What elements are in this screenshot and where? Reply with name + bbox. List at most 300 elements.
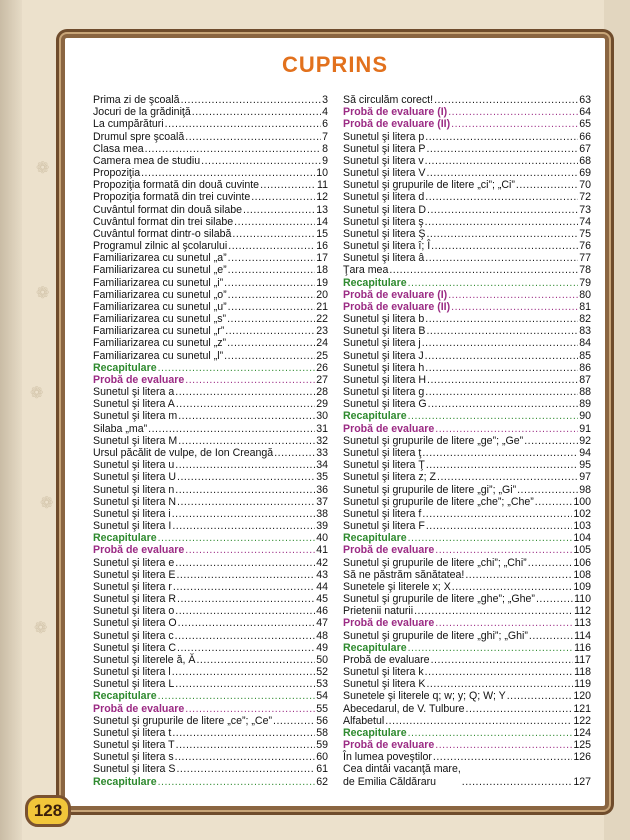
toc-entry-title: Sunetul şi litera S	[93, 763, 176, 776]
toc-entry-page: 104	[573, 532, 591, 545]
toc-entry	[93, 471, 328, 483]
toc-entry-title: Probă de evaluare	[343, 544, 435, 557]
toc-entry-title: Familiarizarea cu sunetul „e”	[93, 264, 227, 277]
toc-entry-page: 84	[579, 337, 591, 350]
toc-entry-title: Sunetul şi litera î; Î	[343, 240, 431, 253]
toc-entry	[93, 642, 328, 654]
toc-entry	[343, 386, 591, 398]
dot-leader	[175, 678, 315, 690]
toc-entry	[93, 739, 328, 751]
toc-entry-page: 117	[574, 653, 591, 666]
toc-entry-page: 76	[579, 240, 591, 253]
dot-leader	[422, 337, 578, 349]
toc-entry-page: 119	[574, 678, 591, 691]
toc-entry-title: Sunetul şi litera H	[343, 373, 427, 386]
toc-entry-title: Sunetul şi litera E	[93, 568, 176, 581]
toc-entry-page: 46	[316, 605, 328, 618]
toc-entry	[343, 690, 591, 702]
dot-leader	[428, 398, 579, 410]
dot-leader	[172, 520, 315, 532]
dot-leader	[196, 654, 315, 666]
toc-entry	[93, 167, 328, 179]
dot-leader	[462, 776, 573, 788]
toc-entry	[343, 374, 591, 386]
toc-entry	[93, 532, 328, 544]
toc-entry-title: Sunetul şi litera V	[343, 167, 426, 180]
toc-entry-title: Probă de evaluare	[343, 739, 435, 752]
toc-entry	[343, 751, 591, 763]
dot-leader	[425, 362, 578, 374]
toc-entry	[343, 484, 591, 496]
toc-entry	[93, 678, 328, 690]
toc-entry	[93, 496, 328, 508]
toc-entry-page: 23	[316, 325, 328, 338]
toc-entry	[343, 167, 591, 179]
dot-leader	[507, 690, 573, 702]
toc-entry-page: 41	[316, 544, 328, 557]
toc-entry	[93, 277, 328, 289]
dot-leader	[177, 496, 315, 508]
toc-entry	[343, 228, 591, 240]
toc-entry-page: 127	[573, 775, 591, 788]
toc-entry-page: 47	[316, 617, 328, 630]
toc-entry-page: 52	[316, 666, 328, 679]
toc-entry-title: Probă de evaluare	[343, 617, 435, 630]
dot-leader	[227, 337, 315, 349]
toc-entry-page: 91	[579, 422, 591, 435]
toc-right-column	[343, 94, 591, 788]
dot-leader	[185, 544, 315, 556]
toc-entry-title: Cuvântul format din două silabe	[93, 203, 242, 216]
toc-entry-title: Sunetul şi litera M	[93, 434, 178, 447]
dot-leader	[251, 191, 315, 203]
toc-entry-page: 92	[579, 434, 591, 447]
dot-leader	[425, 155, 579, 167]
dot-leader	[435, 423, 578, 435]
toc-entry-title: Sunetul şi litera D	[343, 203, 427, 216]
toc-entry-page: 79	[579, 276, 591, 289]
dot-leader	[175, 386, 315, 398]
toc-entry	[93, 508, 328, 520]
dot-leader	[427, 374, 578, 386]
dot-leader	[448, 106, 578, 118]
toc-entry	[343, 325, 591, 337]
toc-entry-page: 3	[322, 94, 328, 106]
dot-leader	[433, 751, 572, 763]
dot-leader	[158, 690, 316, 702]
toc-entry-page: 70	[579, 179, 591, 192]
dot-leader	[175, 605, 315, 617]
toc-entry	[93, 727, 328, 739]
toc-entry	[343, 508, 591, 520]
toc-entry-page: 108	[573, 568, 591, 581]
dot-leader	[227, 313, 315, 325]
toc-entry-title: Sunetul şi litera v	[343, 154, 424, 167]
dot-leader	[243, 204, 315, 216]
toc-entry-page: 102	[573, 507, 591, 520]
toc-entry-title: Familiarizarea cu sunetul „o”	[93, 288, 227, 301]
toc-entry-title: Sunetul şi litera u	[93, 459, 175, 472]
dot-leader	[228, 264, 316, 276]
toc-entry	[343, 204, 591, 216]
toc-entry-page: 120	[573, 690, 591, 703]
toc-entry-title: Sunetul şi litera p	[343, 130, 425, 143]
toc-entry-page: 85	[579, 349, 591, 362]
toc-entry-page: 29	[316, 398, 328, 411]
toc-entry	[343, 398, 591, 410]
toc-entry	[93, 435, 328, 447]
dot-leader	[192, 106, 321, 118]
dot-leader	[448, 289, 578, 301]
toc-entry	[93, 350, 328, 362]
toc-entry	[343, 350, 591, 362]
toc-entry-page: 78	[579, 264, 591, 277]
toc-entry-title: Sunetul şi litera c	[93, 629, 174, 642]
toc-entry-title: Sunetul şi litera r	[93, 580, 172, 593]
dot-leader	[517, 484, 578, 496]
dot-leader	[451, 301, 578, 313]
toc-entry-page: 73	[579, 203, 591, 216]
toc-entry-page: 42	[316, 556, 328, 569]
toc-entry	[93, 216, 328, 228]
toc-entry	[93, 179, 328, 191]
toc-entry	[343, 666, 591, 678]
toc-entry	[343, 471, 591, 483]
toc-entry-page: 11	[317, 179, 328, 192]
toc-entry-page: 89	[579, 398, 591, 411]
toc-entry	[343, 459, 591, 471]
toc-entry-page: 40	[316, 532, 328, 545]
paw-print-icon: ❁	[40, 493, 54, 512]
toc-entry-page: 58	[316, 726, 328, 739]
dot-leader	[528, 557, 573, 569]
toc-entry-page: 86	[579, 361, 591, 374]
toc-entry	[343, 678, 591, 690]
toc-entry-title: Sunetele şi literele x; X	[343, 580, 451, 593]
toc-entry-title: Sunetul şi litera ţ	[343, 446, 422, 459]
toc-entry	[93, 325, 328, 337]
toc-entry	[343, 313, 591, 325]
toc-entry-title: Sunetul şi litera F	[343, 520, 425, 533]
toc-entry	[93, 240, 328, 252]
toc-entry-title: Sunetul şi litera ş	[343, 215, 424, 228]
toc-entry	[343, 155, 591, 167]
toc-entry-title: Probă de evaluare (II)	[343, 300, 451, 313]
toc-entry	[343, 277, 591, 289]
toc-entry	[93, 191, 328, 203]
toc-entry-title: Camera mea de studiu	[93, 154, 201, 167]
toc-entry-title: Sunetul şi litera o	[93, 605, 175, 618]
toc-entry	[343, 301, 591, 313]
toc-entry-page: 22	[316, 313, 328, 326]
toc-entry	[343, 727, 591, 739]
toc-entry-page: 69	[579, 167, 591, 180]
page-number-badge: 128	[25, 795, 71, 827]
toc-entry-page: 43	[316, 568, 328, 581]
dot-leader	[451, 118, 578, 130]
toc-entry	[343, 240, 591, 252]
toc-entry	[343, 423, 591, 435]
toc-entry	[93, 131, 328, 143]
toc-entry	[93, 581, 328, 593]
toc-entry	[343, 617, 591, 629]
dot-leader	[425, 386, 578, 398]
toc-entry-page: 34	[316, 459, 328, 472]
toc-entry-title: Sunetul şi litera j	[343, 337, 421, 350]
toc-entry	[93, 410, 328, 422]
toc-entry-title: Familiarizarea cu sunetul „l”	[93, 349, 224, 362]
toc-entry-title: Sunetele şi literele q; w; y; Q; W; Y	[343, 690, 506, 703]
toc-entry-title: Recapitulare	[343, 276, 407, 289]
toc-entry-page: 114	[574, 629, 591, 642]
dot-leader	[175, 751, 316, 763]
toc-entry-title: Recapitulare	[93, 775, 157, 788]
toc-entry	[93, 106, 328, 118]
dot-leader	[176, 763, 315, 775]
toc-entry-title: Sunetul şi litera K	[343, 678, 426, 691]
dot-leader	[431, 654, 574, 666]
toc-entry	[93, 313, 328, 325]
toc-entry-title: Probă de evaluare	[93, 373, 185, 386]
dot-leader	[176, 398, 315, 410]
dot-leader	[178, 410, 315, 422]
toc-entry	[93, 118, 328, 130]
toc-entry-page: 65	[579, 118, 591, 131]
toc-entry-page: 31	[316, 422, 328, 435]
toc-entry-page: 87	[579, 373, 591, 386]
table-of-contents-frame	[61, 34, 609, 810]
dot-leader	[175, 557, 315, 569]
toc-entry-title: Propoziţia formată din trei cuvinte	[93, 191, 251, 204]
dot-leader	[172, 666, 315, 678]
toc-entry	[343, 581, 591, 593]
toc-entry-page: 36	[316, 483, 328, 496]
toc-entry-title: Sunetul şi litera d	[343, 191, 425, 204]
toc-entry-title: Sunetul şi litera G	[343, 398, 427, 411]
toc-entry	[343, 520, 591, 532]
dot-leader	[422, 508, 572, 520]
toc-entry-page: 32	[316, 434, 328, 447]
toc-entry-page: 25	[316, 349, 328, 362]
toc-entry	[93, 447, 328, 459]
toc-entry	[343, 337, 591, 349]
dot-leader	[529, 630, 573, 642]
toc-entry-title: Sunetul şi litera T	[93, 739, 175, 752]
dot-leader	[177, 471, 315, 483]
toc-entry-page: 125	[573, 739, 591, 752]
dot-leader	[185, 703, 315, 715]
toc-entry-title: Abecedarul, de V. Tulbure	[343, 702, 465, 715]
toc-entry	[343, 289, 591, 301]
toc-entry-page: 122	[573, 714, 591, 727]
dot-leader	[516, 179, 578, 191]
toc-entry-page: 8	[322, 142, 328, 155]
toc-entry-page: 110	[574, 593, 591, 606]
toc-entry-title: Sunetul şi litera L	[93, 678, 175, 691]
toc-entry-title: Recapitulare	[343, 641, 407, 654]
toc-entry-title: Sunetul şi litera s	[93, 751, 174, 764]
toc-entry-page: 45	[316, 593, 328, 606]
toc-entry-title: Sunetul şi litera N	[93, 495, 177, 508]
toc-entry-title: Sunetul şi grupurile de litere „ge”; „Ge”	[343, 434, 524, 447]
toc-entry-title: Sunetul şi litera â	[343, 252, 425, 265]
toc-entry-page: 48	[316, 629, 328, 642]
toc-entry	[343, 118, 591, 130]
toc-entry-title: Sunetul şi litera P	[343, 142, 426, 155]
toc-entry	[93, 228, 328, 240]
dot-leader	[181, 94, 322, 106]
toc-entry-title: Cuvântul format dintr-o silabă	[93, 227, 232, 240]
toc-entry	[343, 143, 591, 155]
toc-entry-page: 44	[316, 580, 328, 593]
toc-entry-title: Clasa mea	[93, 142, 144, 155]
toc-entry	[343, 557, 591, 569]
toc-entry-title: Sunetul şi litera C	[93, 641, 177, 654]
toc-entry-title: Sunetul şi litera e	[93, 556, 175, 569]
toc-entry-title: Sunetul şi grupurile de litere „ghe”; „Ghe”	[343, 593, 535, 606]
toc-entry	[93, 398, 328, 410]
toc-entry-page: 62	[316, 775, 328, 788]
toc-entry-title: Recapitulare	[93, 690, 157, 703]
dot-leader	[260, 179, 316, 191]
toc-entry-page: 72	[579, 191, 591, 204]
toc-entry-page: 37	[316, 495, 328, 508]
toc-entry-page: 24	[316, 337, 328, 350]
dot-leader	[173, 581, 315, 593]
dot-leader	[185, 374, 315, 386]
toc-entry-page: 15	[316, 227, 328, 240]
dot-leader	[408, 532, 573, 544]
dot-leader	[158, 362, 316, 374]
toc-entry-page: 109	[573, 580, 591, 593]
toc-entry-page: 33	[316, 446, 328, 459]
toc-entry	[93, 763, 328, 775]
toc-entry-title: La cumpărături	[93, 118, 164, 131]
dot-leader	[426, 228, 578, 240]
toc-entry-title: Sunetul şi grupurile de litere „gi”; „Gi”	[343, 483, 517, 496]
dot-leader	[224, 277, 315, 289]
toc-entry-page: 106	[573, 556, 591, 569]
dot-leader	[141, 167, 315, 179]
toc-entry	[343, 605, 591, 617]
toc-entry-title: Recapitulare	[343, 532, 407, 545]
toc-entry	[93, 264, 328, 276]
toc-entry	[93, 654, 328, 666]
paw-print-icon: ❁	[30, 383, 44, 402]
toc-entry-page: 80	[579, 288, 591, 301]
toc-entry-title: Sunetul şi litera f	[343, 507, 422, 520]
toc-entry-page: 19	[316, 276, 328, 289]
dot-leader	[172, 508, 315, 520]
dot-leader	[176, 569, 315, 581]
toc-entry	[93, 544, 328, 556]
dot-leader	[228, 240, 315, 252]
toc-entry-title: Sunetul şi litera k	[343, 666, 424, 679]
dot-leader	[466, 703, 573, 715]
toc-entry-page: 88	[579, 386, 591, 399]
dot-leader	[228, 252, 316, 264]
toc-entry	[343, 630, 591, 642]
toc-entry-title: Sunetul şi grupurile de litere „ce”; „Ce”	[93, 714, 272, 727]
toc-entry	[93, 569, 328, 581]
dot-leader	[176, 739, 316, 751]
toc-entry	[93, 593, 328, 605]
toc-entry	[343, 179, 591, 191]
toc-entry	[93, 362, 328, 374]
toc-entry-title: Probă de evaluare	[343, 422, 435, 435]
toc-entry-page: 53	[316, 678, 328, 691]
toc-entry-page: 118	[574, 666, 591, 679]
dot-leader	[426, 143, 578, 155]
dot-leader	[408, 642, 574, 654]
dot-leader	[426, 325, 578, 337]
dot-leader	[389, 264, 578, 276]
toc-entry	[343, 362, 591, 374]
dot-leader	[431, 240, 578, 252]
toc-entry-title: Să circulăm corect!	[343, 94, 434, 106]
toc-entry	[343, 532, 591, 544]
toc-entry	[93, 374, 328, 386]
toc-entry	[343, 447, 591, 459]
dot-leader	[177, 593, 315, 605]
toc-entry-title: Sunetul şi litera l	[93, 666, 171, 679]
toc-entry-page: 30	[316, 410, 328, 423]
dot-leader	[408, 727, 573, 739]
toc-entry-title: Sunetul şi litera J	[343, 349, 424, 362]
toc-entry-title: Probă de evaluare (II)	[343, 118, 451, 131]
toc-entry-title: Prietenii naturii	[343, 605, 414, 618]
toc-entry-title: Prima zi de şcoală	[93, 94, 180, 106]
toc-entry-title: Să ne păstrăm sănătatea!	[343, 568, 465, 581]
toc-entry-title: Familiarizarea cu sunetul „a”	[93, 252, 227, 265]
toc-entry-title: Sunetul şi litera I	[93, 520, 172, 533]
dot-leader	[425, 350, 579, 362]
toc-entry-title: Recapitulare	[343, 410, 407, 423]
dot-leader	[414, 605, 573, 617]
dot-leader	[425, 216, 579, 228]
dot-leader	[425, 666, 573, 678]
paw-print-icon: ❁	[36, 283, 50, 302]
toc-entry-title: Familiarizarea cu sunetul „s”	[93, 313, 227, 326]
toc-entry	[343, 435, 591, 447]
toc-entry	[93, 459, 328, 471]
dot-leader	[175, 459, 315, 471]
dot-leader	[408, 277, 579, 289]
toc-entry-page: 39	[316, 520, 328, 533]
toc-entry-title: Sunetul şi litera m	[93, 410, 178, 423]
dot-leader	[172, 727, 315, 739]
toc-entry-page: 13	[316, 203, 328, 216]
toc-entry-title: Recapitulare	[343, 726, 407, 739]
toc-entry	[93, 94, 328, 106]
toc-entry-title: Propoziţia formată din două cuvinte	[93, 179, 260, 192]
dot-leader	[274, 447, 315, 459]
toc-entry-title: Probă de evaluare	[93, 702, 185, 715]
page-title: CUPRINS	[281, 52, 388, 77]
toc-entry-page: 68	[579, 154, 591, 167]
toc-entry-title: Propoziţia	[93, 167, 141, 180]
dot-leader	[165, 118, 321, 130]
toc-entry-title: Sunetul şi litera Ţ	[343, 459, 425, 472]
toc-entry-page: 21	[316, 300, 328, 313]
toc-entry	[93, 252, 328, 264]
toc-entry-title: Familiarizarea cu sunetul „z”	[93, 337, 227, 350]
toc-entry-title: Ţara mea	[343, 264, 389, 277]
toc-entry-title: Probă de evaluare	[93, 544, 185, 557]
toc-entry-page: 60	[316, 751, 328, 764]
toc-entry-page: 4	[322, 106, 328, 119]
dot-leader	[425, 313, 578, 325]
